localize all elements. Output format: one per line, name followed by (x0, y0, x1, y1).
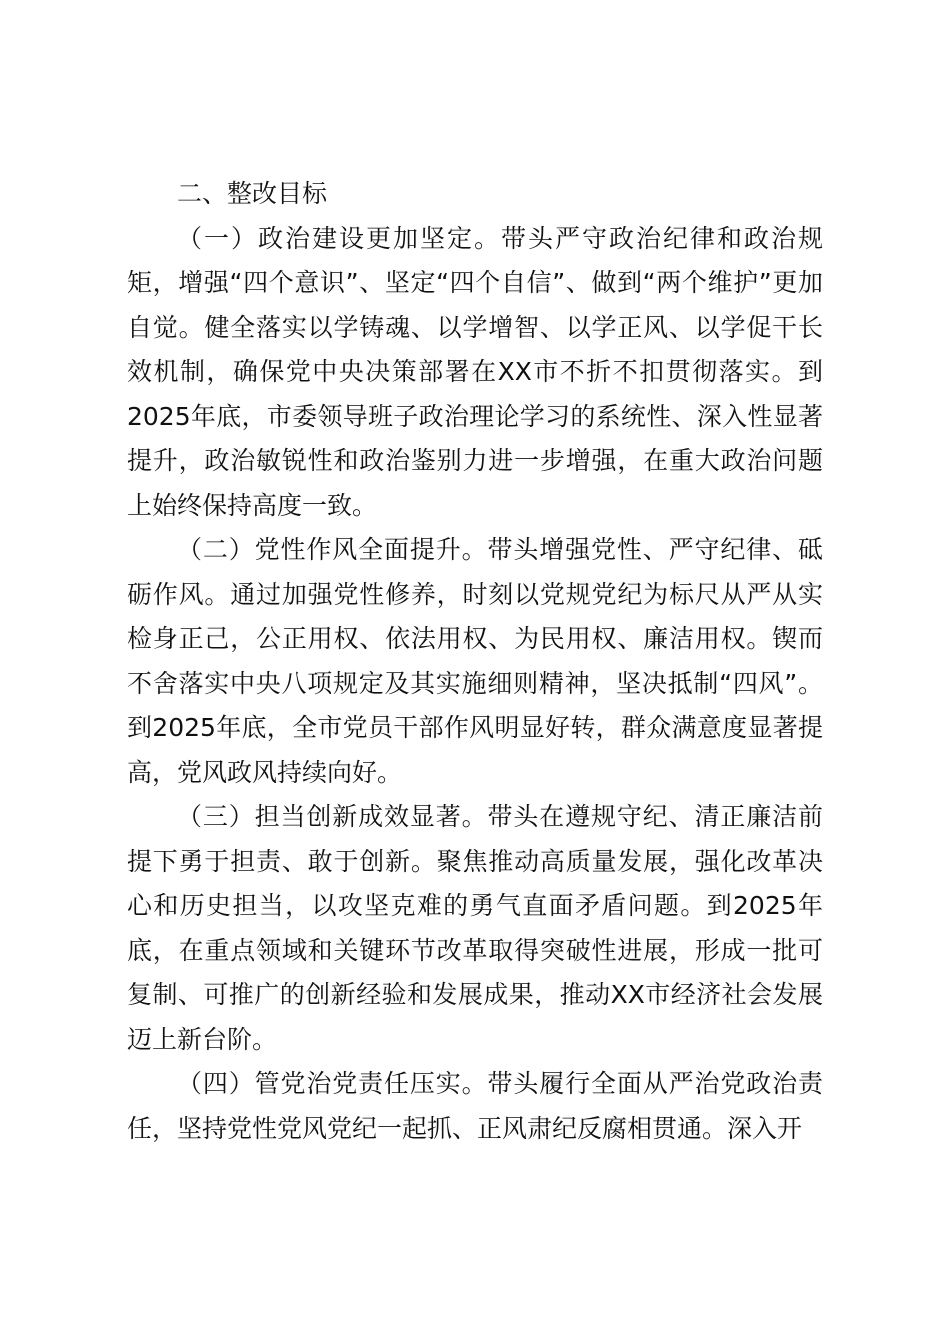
paragraph-political-building: （一）政治建设更加坚定。带头严守政治纪律和政治规矩，增强“四个意识”、坚定“四个自信”、做到“两个维护”更加自觉。健全落实以学铸魂、以学增智、以学正风、以学促干长效机制，确保党中央决策部署在XX市不折不扣贯彻落实。到2025年底，市委领导班子政治理论学习的系统性、深入性显著提升，政治敏锐性和政治鉴别力进一步增强，在重大政治问题上始终保持高度一致。 (127, 223, 823, 520)
paragraph-party-conduct: （二）党性作风全面提升。带头增强党性、严守纪律、砥砺作风。通过加强党性修养，时刻以党规党纪为标尺从严从实检身正己，公正用权、依法用权、为民用权、廉洁用权。锲而不舍落实中央八项规定及其实施细则精神，坚决抵制“四风”。到2025年底，全市党员干部作风明显好转，群众满意度显著提高，党风政风持续向好。 (127, 535, 823, 787)
section-heading: 二、整改目标 (177, 179, 328, 208)
paragraph-responsibility-innovation: （三）担当创新成效显著。带头在遵规守纪、清正廉洁前提下勇于担责、敢于创新。聚焦推动高质量发展，强化改革决心和历史担当，以攻坚克难的勇气直面矛盾问题。到2025年底，在重点领域和关键环节改革取得突破性进展，形成一批可复制、可推广的创新经验和发展成果，推动XX市经济社会发展迈上新台阶。 (127, 802, 823, 1054)
document-body (127, 172, 823, 1151)
paragraph-party-governance: （四）管党治党责任压实。带头履行全面从严治党政治责任，坚持党性党风党纪一起抓、正风肃纪反腐相贯通。深入开 (127, 1069, 823, 1143)
